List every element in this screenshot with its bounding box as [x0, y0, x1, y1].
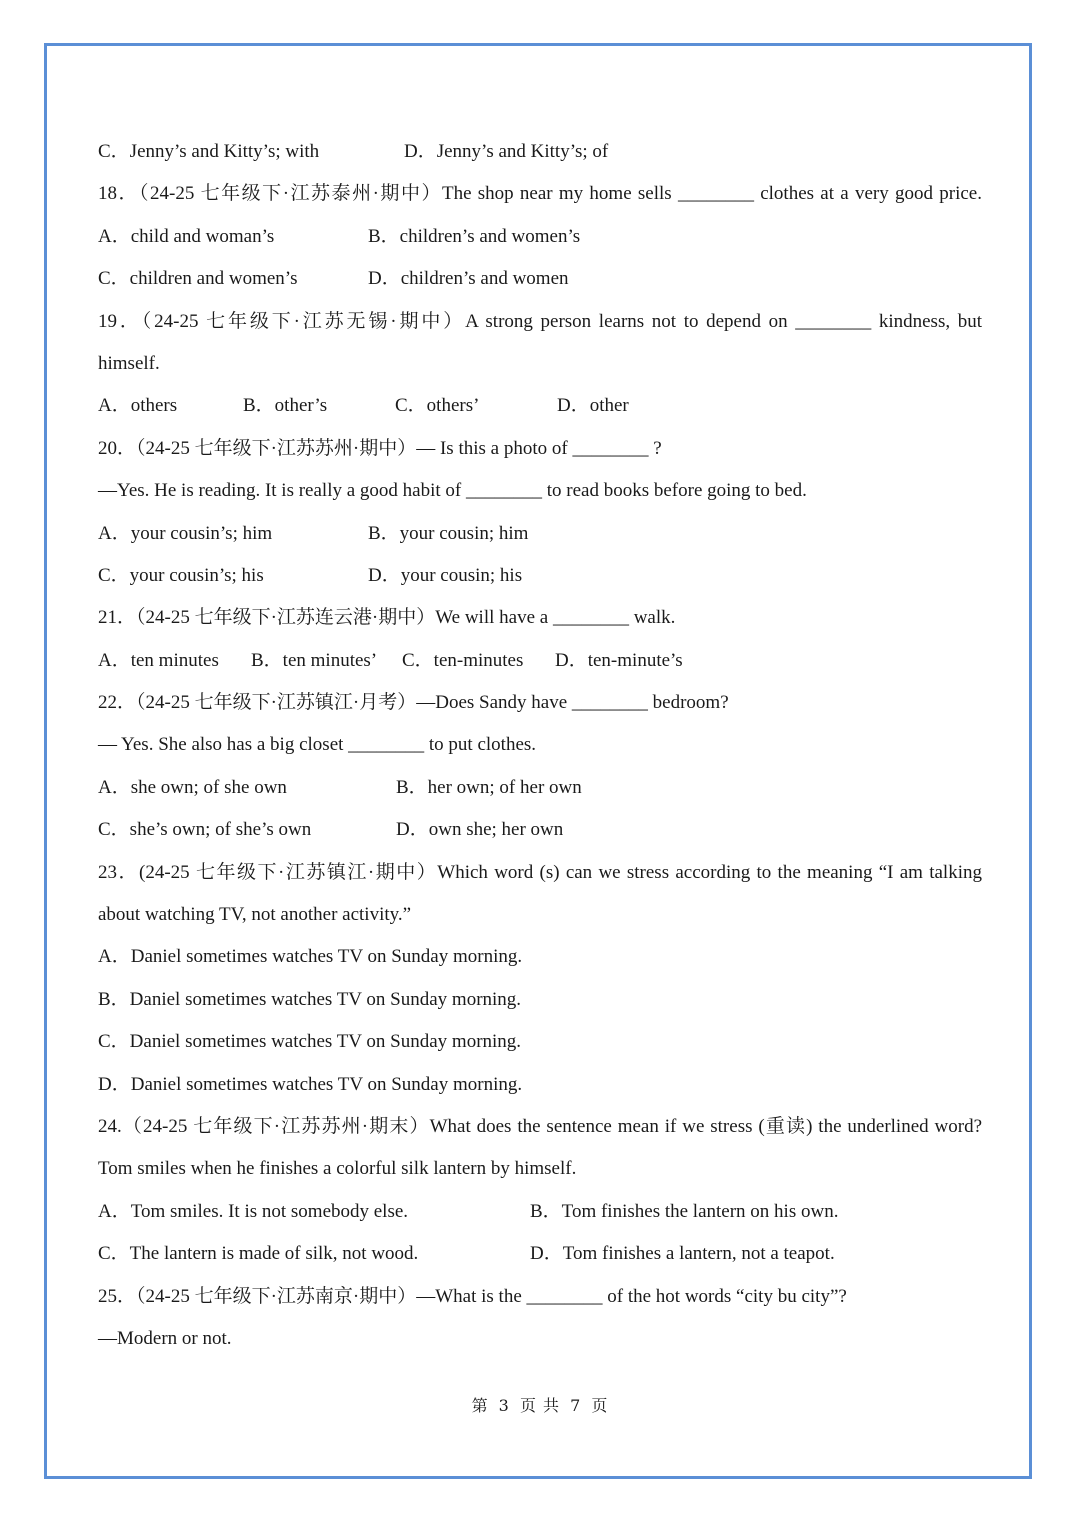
options-line: [98, 385, 982, 427]
answer-option: D．your cousin; his: [368, 564, 523, 586]
answer-option: C．she’s own; of she’s own: [98, 819, 312, 841]
answer-option: A．your cousin’s; him: [98, 522, 273, 544]
text-line: D．Daniel sometimes watches TV on Sunday morning.: [98, 1073, 523, 1095]
options-line: [98, 1191, 982, 1233]
answer-option: C．children and women’s: [98, 268, 298, 290]
text-line: 25．（24-25 七年级下·江苏南京·期中）—What is the ________ of the hot words “city bu city”?: [98, 1285, 847, 1307]
text-line: himself.: [98, 352, 160, 374]
answer-option: A．she own; of she own: [98, 776, 287, 798]
answer-option: B．other’s: [243, 395, 328, 417]
footer-middle: 页 共: [519, 1396, 561, 1415]
answer-blank: ________: [348, 734, 425, 756]
text-line: —Modern or not.: [98, 1327, 232, 1349]
answer-option: A．child and woman’s: [98, 225, 275, 247]
text-line: about watching TV, not another activity.”: [98, 904, 412, 926]
footer-total-pages: 7: [570, 1396, 582, 1415]
footer-prefix: 第: [471, 1396, 489, 1415]
text-line: —Yes. He is reading. It is really a good habit of ________ to read books before going to bed.: [98, 480, 807, 502]
answer-blank: ________: [552, 607, 629, 629]
answer-option: B．Tom finishes the lantern on his own.: [530, 1200, 839, 1222]
answer-option: D．Tom finishes a lantern, not a teapot.: [530, 1243, 835, 1265]
answer-option: D．own she; her own: [396, 819, 564, 841]
answer-option: B．ten minutes’: [251, 649, 378, 671]
page-footer: [0, 1393, 1080, 1416]
options-line: [98, 513, 982, 555]
answer-option: B．your cousin; him: [368, 522, 529, 544]
options-line: [98, 258, 982, 300]
options-line: [98, 640, 982, 682]
question-content: [98, 131, 982, 1360]
answer-option: C．your cousin’s; his: [98, 564, 264, 586]
footer-page-number: 3: [498, 1396, 510, 1415]
options-line: [98, 809, 982, 851]
answer-option: B．her own; of her own: [396, 776, 582, 798]
text-line: 24.（24-25 七年级下·江苏苏州·期末）What does the sentence mean if we stress (重读) the underlined word?: [98, 1115, 982, 1137]
answer-blank: ________: [526, 1285, 603, 1307]
answer-blank: ________: [572, 437, 649, 459]
text-line: A．Daniel sometimes watches TV on Sunday morning.: [98, 946, 523, 968]
answer-option: B．children’s and women’s: [368, 225, 581, 247]
answer-option: D．ten-minute’s: [555, 649, 683, 671]
answer-option: C．The lantern is made of silk, not wood.: [98, 1243, 419, 1265]
answer-option: C．others’: [395, 395, 480, 417]
text-line: — Yes. She also has a big closet ________ to put clothes.: [98, 734, 537, 756]
options-line: [98, 216, 982, 258]
answer-option: C．Jenny’s and Kitty’s; with: [98, 141, 320, 162]
answer-blank: ________: [795, 310, 872, 332]
answer-blank: ________: [465, 480, 542, 502]
answer-option: A．ten minutes: [98, 649, 219, 671]
answer-option: A．Tom smiles. It is not somebody else.: [98, 1200, 409, 1222]
text-line: 21．（24-25 七年级下·江苏连云港·期中）We will have a ________ walk.: [98, 607, 676, 629]
text-line: 20．（24-25 七年级下·江苏苏州·期中）— Is this a photo of ________ ?: [98, 437, 662, 459]
answer-option: D．other: [557, 395, 629, 417]
text-line: 23．(24-25 七年级下·江苏镇江·期中）Which word (s) can we stress according to the meaning “I am talking: [98, 861, 982, 883]
answer-option: D．Jenny’s and Kitty’s; of: [404, 141, 609, 162]
options-line: [98, 131, 982, 173]
text-line: 22．（24-25 七年级下·江苏镇江·月考）—Does Sandy have ________ bedroom?: [98, 692, 729, 714]
options-line: [98, 1233, 982, 1275]
text-line: Tom smiles when he finishes a colorful silk lantern by himself.: [98, 1158, 577, 1180]
text-line: C．Daniel sometimes watches TV on Sunday morning.: [98, 1031, 522, 1053]
answer-option: D．children’s and women: [368, 268, 569, 290]
footer-suffix: 页: [591, 1396, 609, 1415]
options-line: [98, 555, 982, 597]
answer-blank: ________: [571, 692, 648, 714]
answer-option: A．others: [98, 395, 178, 417]
text-line: 19．（24-25 七年级下·江苏无锡·期中）A strong person learns not to depend on ________ kindness, but: [98, 310, 982, 332]
options-line: [98, 767, 982, 809]
text-line: B．Daniel sometimes watches TV on Sunday morning.: [98, 988, 522, 1010]
text-line: 18．（24-25 七年级下·江苏泰州·期中）The shop near my home sells ________ clothes at a very good price.: [98, 183, 982, 205]
answer-option: C．ten-minutes: [402, 649, 524, 671]
answer-blank: ________: [677, 183, 754, 205]
